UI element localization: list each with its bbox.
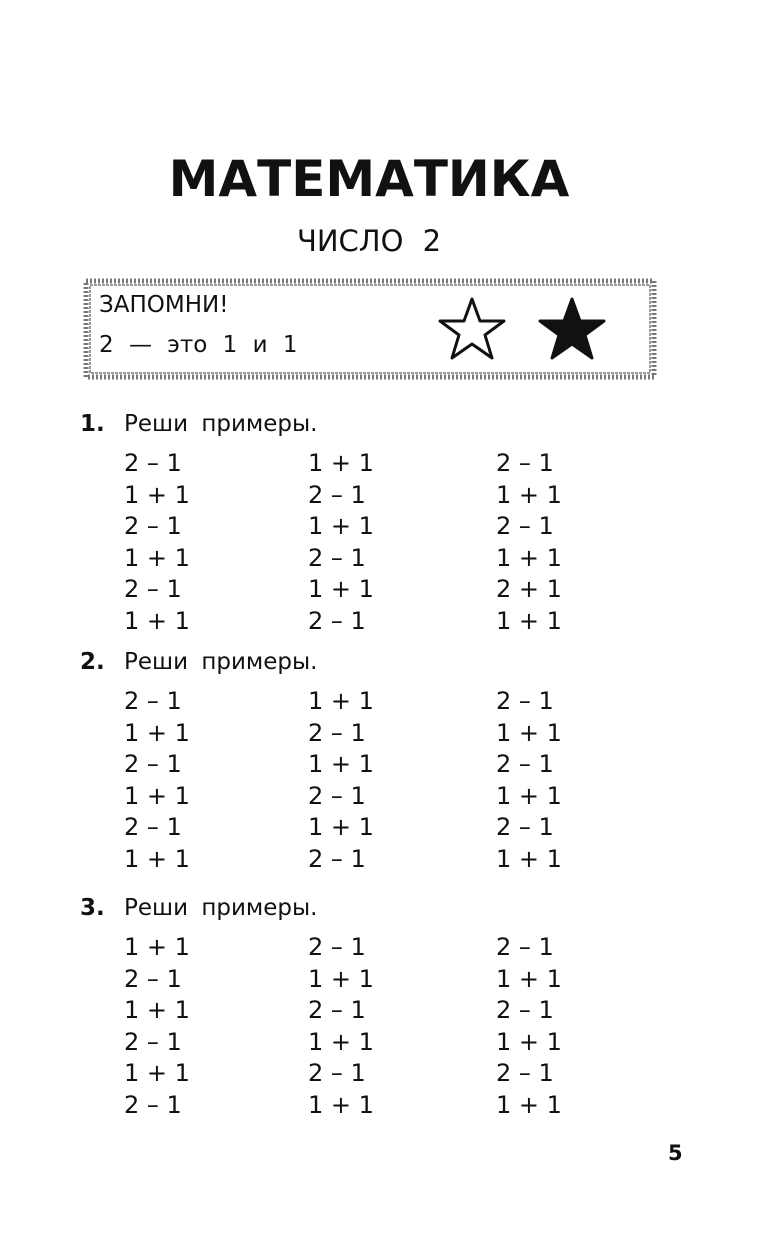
- task-instruction: Реши примеры.: [124, 411, 318, 437]
- examples-grid: [124, 448, 680, 638]
- example: 1 + 1: [124, 1059, 190, 1088]
- example: 1 + 1: [308, 1027, 374, 1056]
- example: 2 – 1: [308, 996, 366, 1025]
- example: 1 + 1: [496, 480, 562, 509]
- example: 2 – 1: [308, 606, 366, 635]
- example: 2 – 1: [308, 933, 366, 961]
- memo-heading: ЗАПОМНИ!: [99, 292, 229, 318]
- example: 2 – 1: [124, 512, 182, 541]
- example: 1 + 1: [308, 813, 374, 842]
- example: 1 + 1: [124, 543, 190, 572]
- memo-text: 2 — это 1 и 1: [99, 332, 298, 358]
- example: 2 – 1: [124, 449, 182, 477]
- example: 2 – 1: [124, 813, 182, 842]
- example: 2 – 1: [308, 480, 366, 509]
- examples-grid: [124, 686, 680, 876]
- example: 1 + 1: [496, 543, 562, 572]
- example: 1 + 1: [308, 750, 374, 779]
- example: 2 – 1: [496, 1059, 554, 1088]
- example: 2 – 1: [496, 512, 554, 541]
- example: 2 – 1: [124, 1027, 182, 1056]
- example: 1 + 1: [124, 781, 190, 810]
- example: 2 – 1: [308, 543, 366, 572]
- example: 2 – 1: [124, 750, 182, 779]
- task-header: [80, 892, 680, 932]
- page-title: МАТЕМАТИКА: [168, 150, 570, 208]
- task-header: [80, 408, 680, 448]
- task-2: [80, 646, 680, 876]
- task-header: [80, 646, 680, 686]
- example: 2 – 1: [496, 933, 554, 961]
- example: 2 – 1: [124, 687, 182, 715]
- example: 1 + 1: [308, 512, 374, 541]
- example: 2 – 1: [496, 996, 554, 1025]
- task-instruction: Реши примеры.: [124, 895, 318, 921]
- example: 2 – 1: [496, 813, 554, 842]
- example: 2 – 1: [496, 687, 554, 715]
- example: 1 + 1: [124, 718, 190, 747]
- example: 1 + 1: [308, 449, 374, 477]
- example: 1 + 1: [124, 996, 190, 1025]
- example: 1 + 1: [124, 480, 190, 509]
- example: 2 – 1: [124, 575, 182, 604]
- example: 1 + 1: [496, 1090, 562, 1119]
- example: 1 + 1: [308, 575, 374, 604]
- example: 1 + 1: [124, 844, 190, 873]
- example: 2 – 1: [496, 449, 554, 477]
- example: 2 – 1: [308, 781, 366, 810]
- memo-box: [83, 278, 657, 380]
- example: 2 – 1: [124, 964, 182, 993]
- example: 2 – 1: [308, 718, 366, 747]
- example: 2 – 1: [124, 1090, 182, 1119]
- task-number: 2.: [80, 649, 105, 675]
- example: 1 + 1: [308, 964, 374, 993]
- example: 1 + 1: [124, 933, 190, 961]
- example: 2 – 1: [308, 1059, 366, 1088]
- example: 1 + 1: [496, 964, 562, 993]
- example: 2 – 1: [308, 844, 366, 873]
- task-number: 1.: [80, 411, 105, 437]
- filled-star-icon: [537, 296, 607, 362]
- page-subtitle: ЧИСЛО 2: [296, 224, 442, 258]
- example: 1 + 1: [496, 1027, 562, 1056]
- task-1: [80, 408, 680, 638]
- example: 2 + 1: [496, 575, 562, 604]
- example: 1 + 1: [496, 606, 562, 635]
- page-number: 5: [668, 1141, 683, 1165]
- example: 1 + 1: [496, 781, 562, 810]
- examples-grid: [124, 932, 680, 1122]
- example: 1 + 1: [124, 606, 190, 635]
- example: 1 + 1: [308, 687, 374, 715]
- task-instruction: Реши примеры.: [124, 649, 318, 675]
- outline-star-icon: [437, 296, 507, 362]
- example: 1 + 1: [308, 1090, 374, 1119]
- example: 1 + 1: [496, 844, 562, 873]
- example: 1 + 1: [496, 718, 562, 747]
- task-3: [80, 892, 680, 1122]
- example: 2 – 1: [496, 750, 554, 779]
- task-number: 3.: [80, 895, 105, 921]
